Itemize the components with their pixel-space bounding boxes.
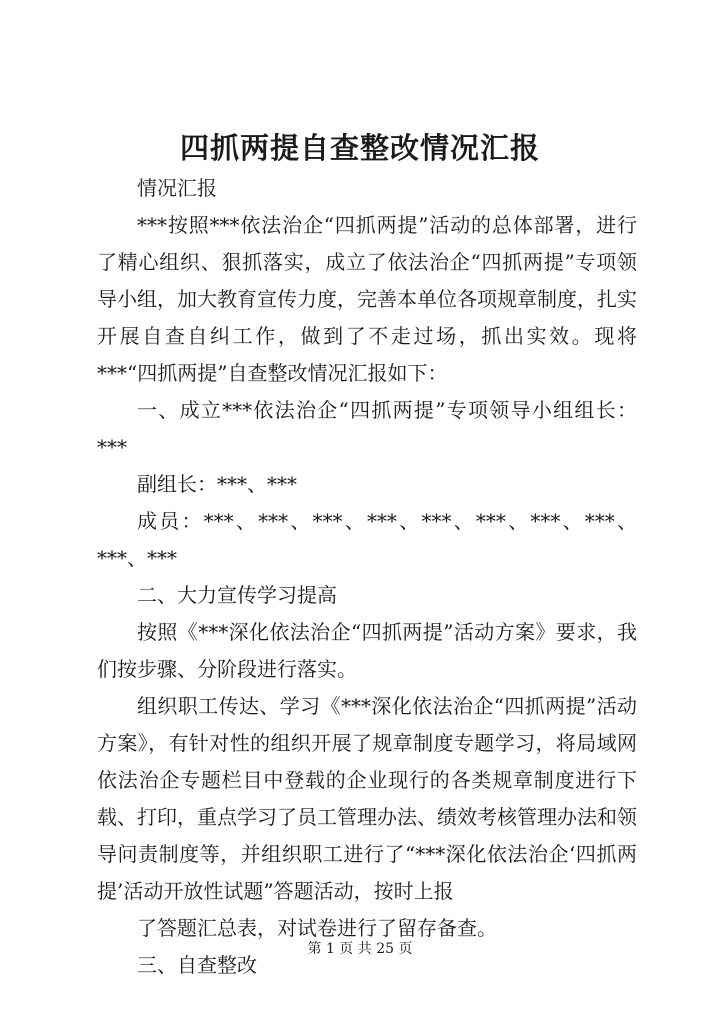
page-footer: 第 1 页 共 25 页	[307, 941, 413, 957]
paragraph-section-1: 一、成立***依法治企“四抓两提”专项领导小组组长：***	[97, 398, 637, 459]
paragraph-section-2: 二、大力宣传学习提高	[137, 583, 337, 607]
paragraph-summary: 了答题汇总表，对试卷进行了留存备查。	[137, 916, 497, 940]
paragraph-deputy-leaders: 副组长：***、***	[137, 472, 297, 496]
paragraph-section-3: 三、自查整改	[137, 953, 257, 977]
document-title: 四抓两提自查整改情况汇报	[179, 131, 540, 165]
paragraph-intro: ***按照***依法治企“四抓两提”活动的总体部署，进行了精心组织、狠抓落实，成立了依法治企“四抓两提”专项领导小组，加大教育宣传力度，完善本单位各项规章制度，扎实开展自查自纠工作，做到了不走过场，抓出实效。现将***“四抓两提”自查整改情况汇报如下：	[97, 213, 637, 385]
paragraph-members: 成员：***、***、***、***、***、***、***、***、***、***	[97, 509, 637, 570]
paragraph-plan: 按照《***深化依法治企“四抓两提”活动方案》要求，我们按步骤、分阶段进行落实。	[97, 620, 637, 681]
document-body	[97, 170, 637, 984]
paragraph-heading: 情况汇报	[137, 176, 217, 200]
paragraph-study: 组织职工传达、学习《***深化依法治企“四抓两提”活动方案》，有针对性的组织开展了规章制度专题学习，将局域网依法治企专题栏目中登载的企业现行的各类规章制度进行下载、打印，重点学习了员工管理办法、绩效考核管理办法和领导问责制度等，并组织职工进行了“***深化依法治企‘四抓两提’活动开放性试题”答题活动，按时上报	[97, 694, 637, 903]
